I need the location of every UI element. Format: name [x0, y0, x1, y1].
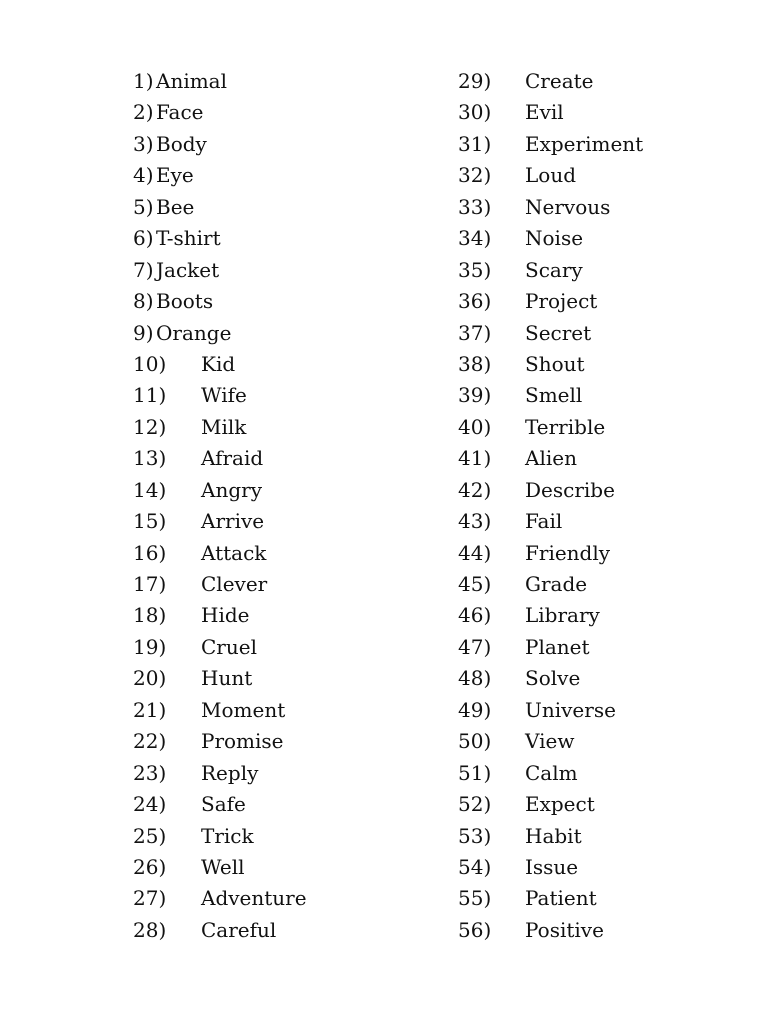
item-number: 41)	[458, 446, 492, 471]
list-item	[133, 663, 433, 694]
item-number: 31)	[458, 131, 492, 156]
item-word: Terrible	[525, 414, 606, 439]
item-number: 3)	[133, 131, 154, 156]
item-number: 34)	[458, 226, 492, 251]
item-number: 43)	[458, 509, 492, 534]
list-item	[458, 349, 738, 380]
list-item	[133, 286, 433, 317]
item-number: 14)	[133, 477, 167, 502]
list-item	[133, 506, 433, 537]
item-number: 44)	[458, 540, 492, 565]
item-number: 1)	[133, 69, 154, 93]
list-item	[133, 129, 433, 160]
item-number: 11)	[133, 383, 167, 408]
item-word: Create	[525, 69, 594, 93]
list-item	[133, 97, 433, 128]
left-column	[133, 66, 433, 946]
item-number: 29)	[458, 69, 492, 93]
list-item	[458, 821, 738, 852]
list-item	[133, 349, 433, 380]
item-word: Hunt	[201, 666, 253, 691]
item-word: Eye	[156, 163, 194, 188]
item-word: Smell	[525, 383, 583, 408]
item-word: Patient	[525, 886, 597, 911]
item-word: Cruel	[201, 634, 257, 659]
item-word: Clever	[201, 572, 268, 596]
item-number: 8)	[133, 289, 154, 314]
item-word: Safe	[201, 792, 246, 817]
item-word: Attack	[201, 540, 267, 565]
item-number: 5)	[133, 194, 154, 219]
item-word: Milk	[201, 414, 247, 439]
item-word: Kid	[201, 351, 236, 376]
list-item	[458, 380, 738, 411]
list-item	[458, 632, 738, 663]
list-item	[458, 758, 738, 789]
item-number: 51)	[458, 760, 492, 785]
list-item	[133, 192, 433, 223]
list-item	[458, 443, 738, 474]
list-item	[133, 475, 433, 506]
item-word: Orange	[156, 320, 232, 345]
item-word: Wife	[201, 383, 247, 408]
list-item	[133, 223, 433, 254]
list-item	[458, 915, 738, 946]
item-number: 4)	[133, 163, 154, 188]
item-number: 17)	[133, 572, 167, 596]
item-word: Scary	[525, 257, 583, 282]
item-word: Habit	[525, 823, 582, 848]
item-word: Afraid	[201, 446, 264, 471]
list-item	[133, 160, 433, 191]
item-number: 18)	[133, 603, 167, 628]
list-item	[133, 443, 433, 474]
item-number: 9)	[133, 320, 154, 345]
item-number: 13)	[133, 446, 167, 471]
item-number: 35)	[458, 257, 492, 282]
item-word: Noise	[525, 226, 584, 251]
item-word: Jacket	[156, 257, 220, 282]
item-word: Universe	[525, 697, 616, 722]
item-word: T-shirt	[156, 226, 221, 251]
list-item	[458, 129, 738, 160]
list-item	[458, 538, 738, 569]
list-item	[458, 883, 738, 914]
item-word: Careful	[201, 917, 277, 942]
item-number: 36)	[458, 289, 492, 314]
item-word: Planet	[525, 634, 590, 659]
item-word: Experiment	[525, 131, 644, 156]
list-item	[458, 97, 738, 128]
item-number: 27)	[133, 886, 167, 911]
list-item	[458, 255, 738, 286]
list-item	[458, 412, 738, 443]
list-item	[133, 412, 433, 443]
list-item	[458, 663, 738, 694]
item-word: Body	[156, 131, 207, 156]
item-word: Positive	[525, 917, 604, 942]
item-word: Hide	[201, 603, 250, 628]
item-word: Project	[525, 289, 598, 314]
item-number: 10)	[133, 351, 167, 376]
item-word: Promise	[201, 729, 284, 754]
item-word: Angry	[201, 477, 262, 502]
item-number: 39)	[458, 383, 492, 408]
item-number: 30)	[458, 100, 492, 125]
list-item	[133, 318, 433, 349]
list-item	[133, 380, 433, 411]
list-item	[458, 506, 738, 537]
item-number: 33)	[458, 194, 492, 219]
item-word: Boots	[156, 289, 214, 314]
list-item	[133, 821, 433, 852]
item-number: 54)	[458, 854, 492, 879]
list-item	[458, 695, 738, 726]
item-word: Trick	[201, 823, 254, 848]
item-word: Expect	[525, 792, 595, 817]
item-word: Moment	[201, 697, 286, 722]
item-number: 23)	[133, 760, 167, 785]
item-word: Adventure	[201, 886, 307, 911]
list-item	[458, 726, 738, 757]
item-number: 24)	[133, 792, 167, 817]
item-number: 28)	[133, 917, 167, 942]
list-item	[458, 475, 738, 506]
item-word: Issue	[525, 854, 579, 879]
item-number: 55)	[458, 886, 492, 911]
list-item	[133, 789, 433, 820]
list-item	[458, 192, 738, 223]
item-number: 15)	[133, 509, 167, 534]
list-item	[133, 66, 433, 97]
item-number: 53)	[458, 823, 492, 848]
list-item	[458, 789, 738, 820]
item-word: View	[525, 729, 575, 754]
item-word: Evil	[525, 100, 564, 125]
item-number: 7)	[133, 257, 154, 282]
item-word: Alien	[525, 446, 577, 471]
item-number: 19)	[133, 634, 167, 659]
list-item	[133, 852, 433, 883]
item-number: 32)	[458, 163, 492, 188]
item-number: 45)	[458, 572, 492, 596]
item-word: Calm	[525, 760, 578, 785]
item-number: 46)	[458, 603, 492, 628]
item-number: 52)	[458, 792, 492, 817]
list-item	[458, 223, 738, 254]
item-number: 38)	[458, 351, 492, 376]
item-word: Well	[201, 854, 245, 879]
item-word: Reply	[201, 760, 259, 785]
item-number: 40)	[458, 414, 492, 439]
list-item	[458, 318, 738, 349]
item-number: 16)	[133, 540, 167, 565]
item-number: 2)	[133, 100, 154, 125]
item-word: Fail	[525, 509, 563, 534]
list-item	[458, 852, 738, 883]
list-item	[458, 569, 738, 600]
item-number: 56)	[458, 917, 492, 942]
list-item	[133, 915, 433, 946]
item-number: 42)	[458, 477, 492, 502]
list-item	[458, 66, 738, 97]
item-number: 12)	[133, 414, 167, 439]
item-number: 25)	[133, 823, 167, 848]
item-number: 6)	[133, 226, 154, 251]
list-item	[133, 569, 433, 600]
item-word: Arrive	[201, 509, 265, 534]
right-column	[458, 66, 738, 946]
item-number: 48)	[458, 666, 492, 691]
list-item	[133, 758, 433, 789]
item-word: Bee	[156, 194, 195, 219]
item-word: Library	[525, 603, 600, 628]
item-number: 49)	[458, 697, 492, 722]
list-item	[133, 538, 433, 569]
item-word: Solve	[525, 666, 581, 691]
item-number: 22)	[133, 729, 167, 754]
item-word: Loud	[525, 163, 577, 188]
item-word: Shout	[525, 351, 585, 376]
list-item	[133, 632, 433, 663]
item-number: 20)	[133, 666, 167, 691]
item-word: Describe	[525, 477, 615, 502]
list-item	[458, 160, 738, 191]
item-word: Grade	[525, 572, 588, 596]
list-item	[133, 695, 433, 726]
list-item	[133, 726, 433, 757]
item-number: 37)	[458, 320, 492, 345]
item-word: Secret	[525, 320, 592, 345]
item-word: Friendly	[525, 540, 611, 565]
item-word: Nervous	[525, 194, 611, 219]
item-number: 21)	[133, 697, 167, 722]
item-number: 26)	[133, 854, 167, 879]
list-item	[133, 883, 433, 914]
list-item	[133, 255, 433, 286]
item-word: Animal	[156, 69, 228, 93]
item-number: 50)	[458, 729, 492, 754]
list-item	[133, 600, 433, 631]
list-item	[458, 600, 738, 631]
item-number: 47)	[458, 634, 492, 659]
list-item	[458, 286, 738, 317]
item-word: Face	[156, 100, 204, 125]
